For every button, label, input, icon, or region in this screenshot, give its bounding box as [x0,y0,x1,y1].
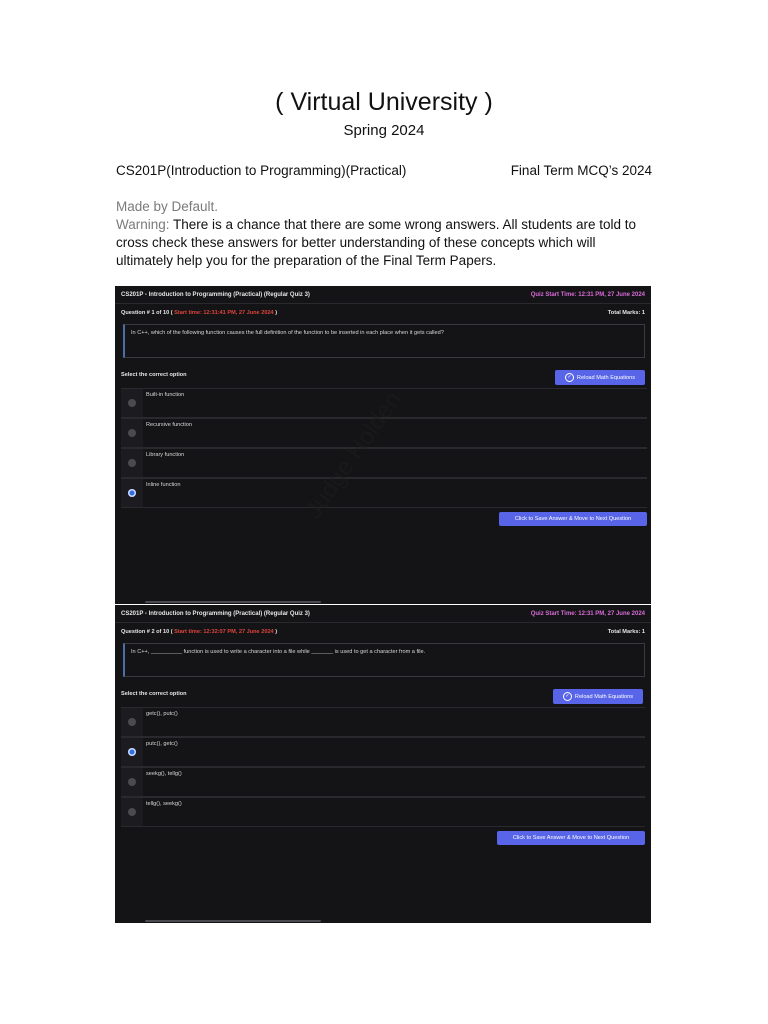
radio-button[interactable] [128,808,136,816]
warning-label: Warning: [116,217,170,232]
horizontal-scrollbar[interactable] [145,601,321,603]
check-circle-icon: ✓ [565,373,574,382]
document-title: ( Virtual University ) [275,88,493,116]
radio-button[interactable] [128,718,136,726]
option-label: Library function [146,452,185,458]
select-option-label: Select the correct option [121,691,187,697]
warning-text: There is a chance that there are some wrong answers. All students are told to cross check these answers for better understanding of these concepts which will ultimately help you for the preparation of the Final Term Papers. [116,217,637,268]
question-text: In C++, which of the following function causes the full definition of the function to be inserted in each place when it gets called? [123,324,645,358]
reload-math-label: Reload Math Equations [576,374,636,381]
option-label: putc(), getc() [146,741,178,747]
course-name: CS201P(Introduction to Programming)(Practical) [116,163,407,178]
radio-button[interactable] [128,778,136,786]
total-marks: Total Marks: 1 [607,310,645,316]
question-header [121,310,645,316]
option-label: tellg(), seekg() [146,801,182,807]
quiz-screenshot-1 [115,286,651,604]
radio-button-selected[interactable] [128,748,136,756]
option-item[interactable] [121,707,645,737]
question-start-time: Start time: 12:31:41 PM, 27 June 2024 [174,310,274,316]
total-marks: Total Marks: 1 [607,629,645,635]
watermark-text: Judge Holden [300,386,408,524]
option-label: Recursive function [146,422,193,428]
option-label: getc(), putc() [146,711,178,717]
quiz-start-time: Quiz Start Time: 12:31 PM, 27 June 2024 [530,610,645,617]
option-item[interactable] [121,478,647,508]
reload-math-label: Reload Math Equations [574,693,634,700]
document-subtitle: Spring 2024 [343,122,425,139]
question-number: Question # 1 of 10 ( [121,310,173,316]
quiz-screenshot-2 [115,605,651,923]
check-circle-icon: ✓ [563,692,572,701]
question-start-time: Start time: 12:32:07 PM, 27 June 2024 [174,629,274,635]
save-next-button[interactable]: Click to Save Answer & Move to Next Question [499,512,647,526]
warning-paragraph [116,216,656,270]
quiz-topbar [115,286,651,304]
quiz-title: CS201P - Introduction to Programming (Practical) (Regular Quiz 3) [121,610,310,617]
option-label: seekg(), tellg() [146,771,182,777]
reload-math-button[interactable] [555,370,645,385]
save-next-button[interactable]: Click to Save Answer & Move to Next Question [497,831,645,845]
horizontal-scrollbar[interactable] [145,920,321,922]
radio-button[interactable] [128,459,136,467]
question-number: Question # 2 of 10 ( [121,629,173,635]
options-list [121,707,645,827]
option-label: Built-in function [146,392,185,398]
reload-math-button[interactable] [553,689,643,704]
option-item[interactable] [121,767,645,797]
quiz-title: CS201P - Introduction to Programming (Practical) (Regular Quiz 3) [121,291,310,298]
question-text: In C++, __________ function is used to write a character into a file while _______ is used to get a character from a file. [123,643,645,677]
select-option-label: Select the correct option [121,372,187,378]
question-close-paren: ) [275,310,278,316]
option-item[interactable] [121,737,645,767]
course-line [116,163,652,178]
made-by: Made by Default. [116,199,219,214]
question-header [121,629,645,635]
option-label: Inline function [146,482,181,488]
term-name: Final Term MCQ’s 2024 [510,163,652,178]
quiz-topbar [115,605,651,623]
option-item[interactable] [121,448,647,478]
question-close-paren: ) [275,629,278,635]
radio-button[interactable] [128,399,136,407]
option-item[interactable] [121,797,645,827]
radio-button[interactable] [128,429,136,437]
quiz-start-time: Quiz Start Time: 12:31 PM, 27 June 2024 [530,291,645,298]
radio-button-selected[interactable] [128,489,136,497]
